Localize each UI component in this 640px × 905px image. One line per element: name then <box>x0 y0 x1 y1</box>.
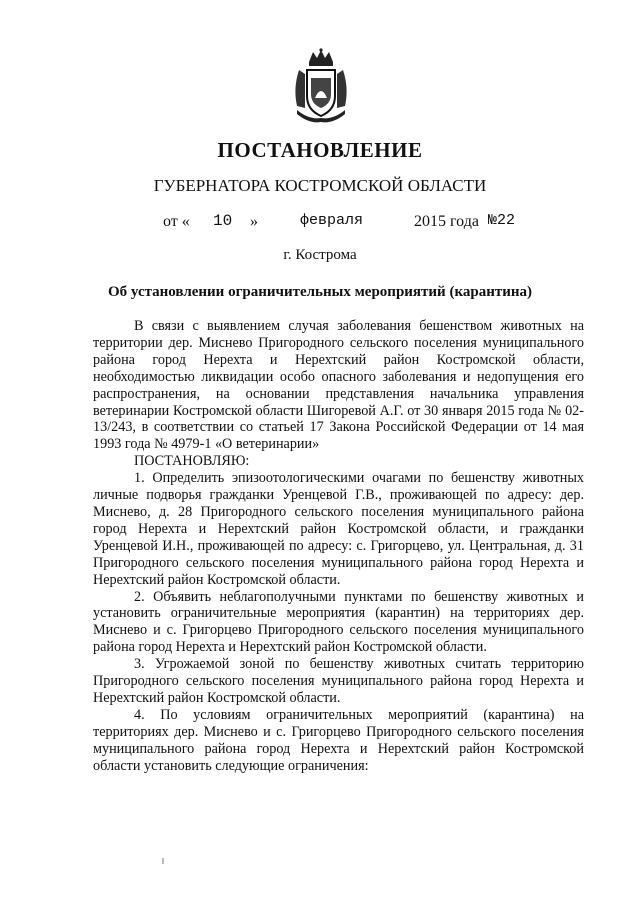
document-number: №22 <box>488 212 516 229</box>
clause-3: 3. Угрожаемой зоной по бешенству животных считать территорию Пригородного сельского поселения муниципального района город Нерехта и Нерехтский район Костромской области. <box>93 656 584 706</box>
scan-mark <box>162 858 164 864</box>
date-close-quote: » <box>250 213 258 230</box>
city: г. Кострома <box>283 247 357 263</box>
clause-4: 4. По условиям ограничительных мероприятий (карантина) на территориях дер. Миснево и с. Григорцево Пригородного сельского поселения муниципального района город Нерехта и Нерехтский район Костромской области установить следующие ограничения: <box>93 706 584 774</box>
date-year: 2015 года <box>414 213 479 230</box>
document-subtitle: ГУБЕРНАТОРА КОСТРОМСКОЙ ОБЛАСТИ <box>153 176 487 195</box>
document-body <box>93 318 584 774</box>
date-month: февраля <box>300 212 364 229</box>
coat-of-arms-icon <box>291 48 351 124</box>
resolve-word: ПОСТАНОВЛЯЮ: <box>134 453 250 470</box>
clause-2: 2. Объявить неблагополучными пунктами по бешенству животных и установить ограничительные мероприятия (карантин) на территориях дер. Миснево и с. Григорцево Пригородного сельского поселения муниципального района город Нерехта и Нерехтский район Костромской области. <box>93 588 584 656</box>
date-prefix: от « <box>163 213 190 230</box>
date-day: 10 <box>213 212 233 230</box>
preamble-paragraph: В связи с выявлением случая заболевания бешенством животных на территории дер. Миснево Пригородного сельского поселения муниципального района город Нерехта и Нерехтский район Костромской области, необходимостью ликвидации особо опасного заболевания и недопущения его распространения, на основании представления начальника управления ветеринарии Костромской области Шигоревой А.Г. от 30 января 2015 года № 02-13/243, в соответствии со статьей 17 Закона Российской Федерации от 14 мая 1993 года № 4979-1 «О ветеринарии» <box>93 318 584 453</box>
clause-1: 1. Определить эпизоотологическими очагами по бешенству животных личные подворья гражданки Уренцевой Г.В., проживающей по адресу: дер. Миснево, д. 28 Пригородного сельского поселения муниципального района город Нерехта и Нерехтский район Костромской области, и гражданки Уренцевой И.Н., проживающей по адресу: с. Григорцево, ул. Центральная, д. 31 Пригородного сельского поселения муниципального района город Нерехта и Нерехтский район Костромской области. <box>93 470 584 588</box>
document-title: ПОСТАНОВЛЕНИЕ <box>217 138 423 162</box>
resolution-heading: Об установлении ограничительных мероприятий (карантина) <box>107 284 532 300</box>
